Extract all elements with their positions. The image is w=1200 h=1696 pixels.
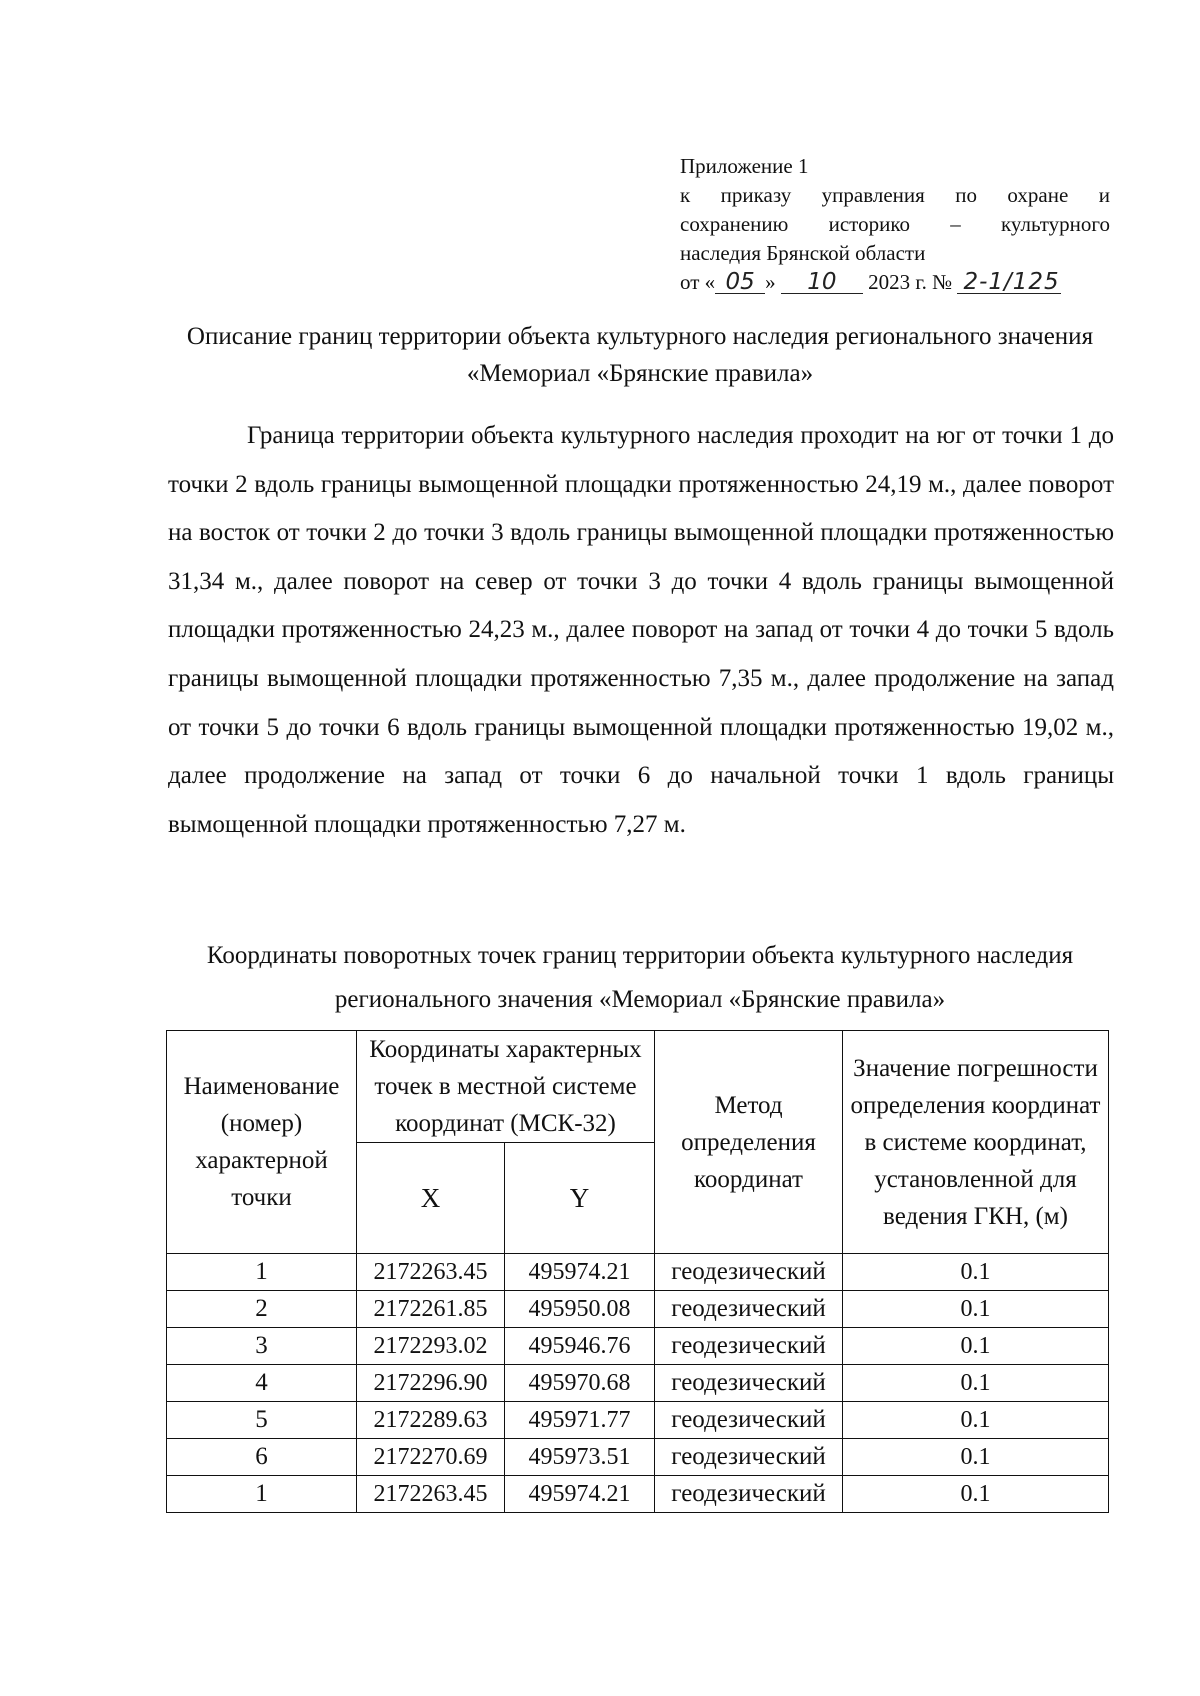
y-cell: 495971.77 <box>505 1402 655 1439</box>
table-row <box>167 1291 1109 1328</box>
header-y: Y <box>505 1143 655 1254</box>
point-cell: 2 <box>167 1291 357 1328</box>
method-cell: геодезический <box>655 1365 843 1402</box>
method-cell: геодезический <box>655 1439 843 1476</box>
y-cell: 495973.51 <box>505 1439 655 1476</box>
error-cell: 0.1 <box>843 1476 1109 1513</box>
appendix-block <box>680 152 1110 297</box>
error-cell: 0.1 <box>843 1402 1109 1439</box>
boundary-description: Граница территории объекта культурного наследия проходит на юг от точки 1 до точки 2 вдоль границы вымощенной площадки протяженностью 24,19 м., далее поворот на восток от точки 2 до точки 3 вдоль границы вымощенной площадки протяженностью 31,34 м., далее поворот на север от точки 3 до точки 4 вдоль границы вымощенной площадки протяженностью 24,23 м., далее поворот на запад от точки 4 до точки 5 вдоль границы вымощенной площадки протяженностью 7,35 м., далее продолжение на запад от точки 5 до точки 6 вдоль границы вымощенной площадки протяженностью 19,02 м., далее продолжение на запад от точки 6 до начальной точки 1 вдоль границы вымощенной площадки протяженностью 7,27 м. <box>168 422 1114 838</box>
appendix-order-ref-3: наследия Брянской области <box>680 241 926 265</box>
appendix-order-ref: к приказу управления по охране и <box>680 183 1110 207</box>
date-mid: » <box>765 270 776 294</box>
order-date-line <box>680 270 1061 294</box>
table-row <box>167 1476 1109 1513</box>
error-cell: 0.1 <box>843 1365 1109 1402</box>
x-cell: 2172296.90 <box>357 1365 505 1402</box>
x-cell: 2172263.45 <box>357 1476 505 1513</box>
x-cell: 2172289.63 <box>357 1402 505 1439</box>
point-cell: 5 <box>167 1402 357 1439</box>
point-cell: 1 <box>167 1254 357 1291</box>
table-row <box>167 1439 1109 1476</box>
appendix-order-ref-2: сохранению историко – культурного <box>680 212 1110 236</box>
point-cell: 6 <box>167 1439 357 1476</box>
x-cell: 2172270.69 <box>357 1439 505 1476</box>
header-error: Значение погрешности определения координат в системе координат, установленной для ведения ГКН, (м) <box>843 1031 1109 1254</box>
error-cell: 0.1 <box>843 1328 1109 1365</box>
y-cell: 495970.68 <box>505 1365 655 1402</box>
point-cell: 1 <box>167 1476 357 1513</box>
table-row <box>167 1254 1109 1291</box>
method-cell: геодезический <box>655 1402 843 1439</box>
x-cell: 2172261.85 <box>357 1291 505 1328</box>
document-title: Описание границ территории объекта культурного наследия регионального значения «Мемориал «Брянские правила» <box>186 323 1094 387</box>
coordinates-table <box>166 1030 1109 1513</box>
coordinates-table-body <box>167 1254 1109 1513</box>
error-cell: 0.1 <box>843 1291 1109 1328</box>
method-cell: геодезический <box>655 1476 843 1513</box>
point-cell: 4 <box>167 1365 357 1402</box>
year-text: 2023 г. № <box>868 270 953 294</box>
x-cell: 2172263.45 <box>357 1254 505 1291</box>
header-x: X <box>357 1143 505 1254</box>
coordinates-title: Координаты поворотных точек границ территории объекта культурного наследия регионального значения «Мемориал «Брянские правила» <box>206 942 1074 1013</box>
table-row <box>167 1328 1109 1365</box>
error-cell: 0.1 <box>843 1439 1109 1476</box>
x-cell: 2172293.02 <box>357 1328 505 1365</box>
method-cell: геодезический <box>655 1328 843 1365</box>
header-method: Метод определения координат <box>655 1031 843 1254</box>
y-cell: 495950.08 <box>505 1291 655 1328</box>
y-cell: 495974.21 <box>505 1254 655 1291</box>
header-point: Наименование (номер) характерной точки <box>167 1031 357 1254</box>
table-row <box>167 1402 1109 1439</box>
y-cell: 495974.21 <box>505 1476 655 1513</box>
method-cell: геодезический <box>655 1254 843 1291</box>
handwritten-month: 10 <box>781 271 863 294</box>
date-prefix: от « <box>680 270 716 294</box>
method-cell: геодезический <box>655 1291 843 1328</box>
error-cell: 0.1 <box>843 1254 1109 1291</box>
point-cell: 3 <box>167 1328 357 1365</box>
handwritten-order-number: 2-1/125 <box>957 271 1061 294</box>
table-row <box>167 1365 1109 1402</box>
y-cell: 495946.76 <box>505 1328 655 1365</box>
header-coords: Координаты характерных точек в местной системе координат (МСК-32) <box>357 1031 655 1143</box>
appendix-label: Приложение 1 <box>680 154 809 178</box>
handwritten-day: 05 <box>715 271 765 294</box>
